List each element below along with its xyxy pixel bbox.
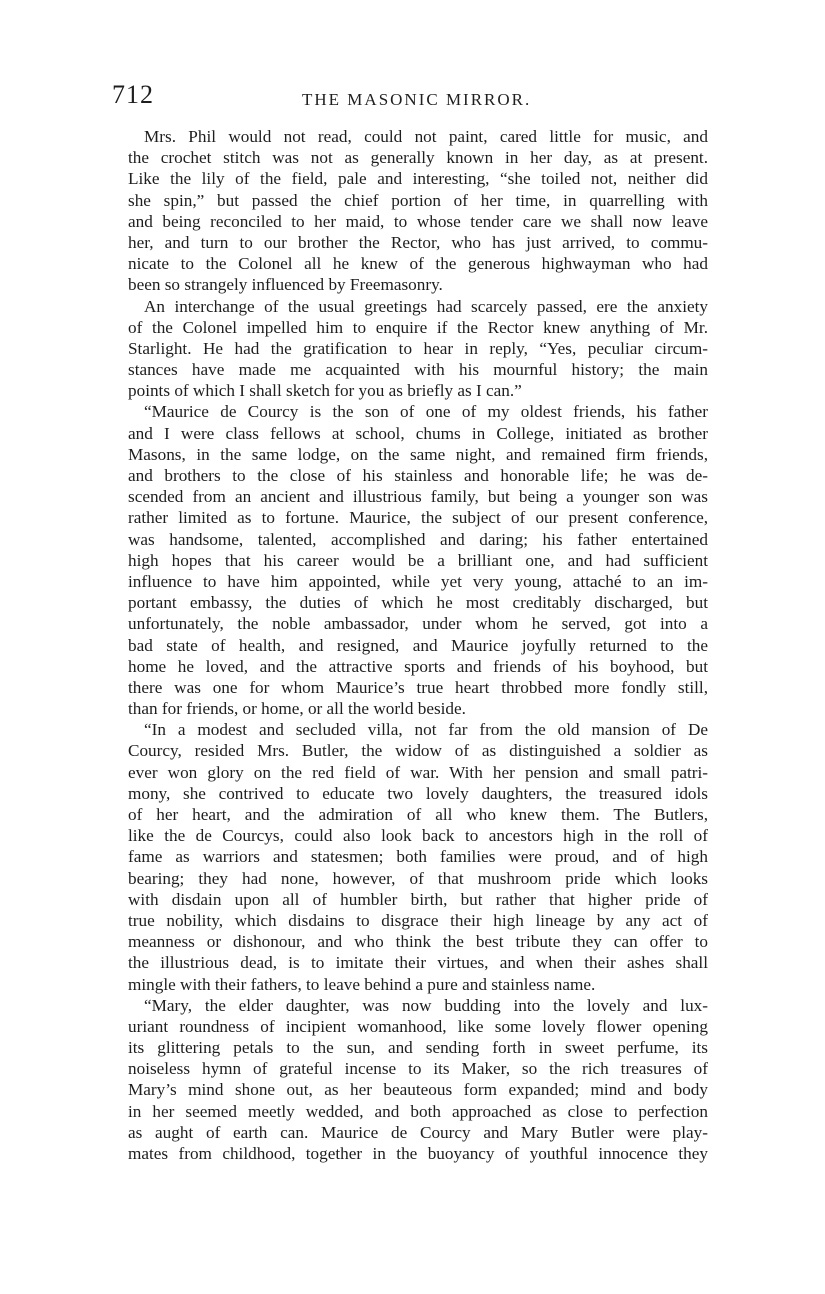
text-line: unfortunately, the noble ambassador, under whom he served, got into a [128,614,708,634]
text-line: than for friends, or home, or all the world beside. [128,699,466,719]
text-line: uriant roundness of incipient womanhood, like some lovely flower opening [128,1016,708,1036]
text-line: home he loved, and the attractive sports and friends of his boyhood, but [128,656,708,676]
page-number: 712 [112,80,154,109]
text-line: of the Colonel impelled him to enquire if the Rector knew anything of Mr. [128,317,708,337]
text-line: bearing; they had none, however, of that mushroom pride which looks [128,868,708,888]
text-line: and brothers to the close of his stainless and honorable life; he was de- [128,466,708,485]
text-line: Like the lily of the field, pale and interesting, “she toiled not, neither did [128,169,708,189]
text-line: noiseless hymn of grateful incense to its Maker, so the rich treasures of [128,1059,708,1079]
text-line: as aught of earth can. Maurice de Courcy and Mary Butler were play- [128,1122,708,1142]
text-line: the crochet stitch was not as generally known in her day, as at present. [128,148,708,168]
text-line: of her heart, and the admiration of all who knew them. The Butlers, [128,805,708,824]
page-header [112,80,712,114]
text-line: high hopes that his career would be a brilliant one, and had sufficient [128,550,708,570]
text-line: with disdain upon all of humbler birth, but rather that higher pride of [128,889,708,909]
text-line: Starlight. He had the gratification to hear in reply, “Yes, peculiar circum- [128,338,708,358]
text-line: “Mary, the elder daughter, was now budding into the lovely and lux- [144,995,708,1015]
text-line: An interchange of the usual greetings had scarcely passed, ere the anxiety [144,296,708,316]
text-line: “In a modest and secluded villa, not far from the old mansion of De [144,720,708,740]
text-line: points of which I shall sketch for you as briefly as I can.” [128,381,522,401]
body-text [128,126,708,1164]
text-line: and being reconciled to her maid, to whose tender care we shall now leave [128,211,708,231]
text-line: mates from childhood, together in the buoyancy of youthful innocence they [128,1144,708,1163]
text-line: the illustrious dead, is to imitate their virtues, and when their ashes shall [128,953,708,973]
text-line: portant embassy, the duties of which he most creditably discharged, but [128,593,708,613]
text-line: its glittering petals to the sun, and sending forth in sweet perfume, its [128,1038,708,1058]
text-line: mony, she contrived to educate two lovely daughters, the treasured idols [128,783,708,803]
text-line: and I were class fellows at school, chums in College, initiated as brother [128,423,708,443]
text-line: rather limited as to fortune. Maurice, the subject of our present conference, [128,508,708,528]
text-line: influence to have him appointed, while yet very young, attaché to an im- [128,571,708,591]
text-line: like the de Courcys, could also look back to ancestors high in the roll of [128,826,708,846]
text-line: meanness or dishonour, and who think the best tribute they can offer to [128,932,708,952]
text-line: in her seemed meetly wedded, and both approached as close to perfection [128,1101,708,1121]
text-line: her, and turn to our brother the Rector, who has just arrived, to commu- [128,232,708,252]
text-line: Courcy, resided Mrs. Butler, the widow of as distinguished a soldier as [128,741,708,761]
text-line: stances have made me acquainted with his mournful history; the main [128,360,708,380]
text-line: there was one for whom Maurice’s true heart throbbed more fondly still, [128,677,708,697]
text-line: Mary’s mind shone out, as her beauteous form expanded; mind and body [128,1080,708,1100]
text-line: Mrs. Phil would not read, could not paint, cared little for music, and [144,127,708,146]
text-line: ever won glory on the red field of war. With her pension and small patri- [128,762,708,782]
text-line: nicate to the Colonel all he knew of the generous highwayman who had [128,254,708,274]
text-line: she spin,” but passed the chief portion of her time, in quarrelling with [128,190,708,210]
text-line: scended from an ancient and illustrious family, but being a younger son was [128,487,708,507]
text-line: fame as warriors and statesmen; both families were proud, and of high [128,847,708,867]
text-line: true nobility, which disdains to disgrace their high lineage by any act of [128,910,708,930]
text-line: been so strangely influenced by Freemasonry. [128,275,443,295]
text-line: “Maurice de Courcy is the son of one of my oldest friends, his father [144,402,708,422]
text-line: Masons, in the same lodge, on the same night, and remained firm friends, [128,444,708,464]
text-line: was handsome, talented, accomplished and daring; his father entertained [128,529,708,549]
running-title: THE MASONIC MIRROR. [302,90,532,109]
text-line: bad state of health, and resigned, and Maurice joyfully returned to the [128,635,708,655]
text-line: mingle with their fathers, to leave behind a pure and stainless name. [128,974,596,994]
